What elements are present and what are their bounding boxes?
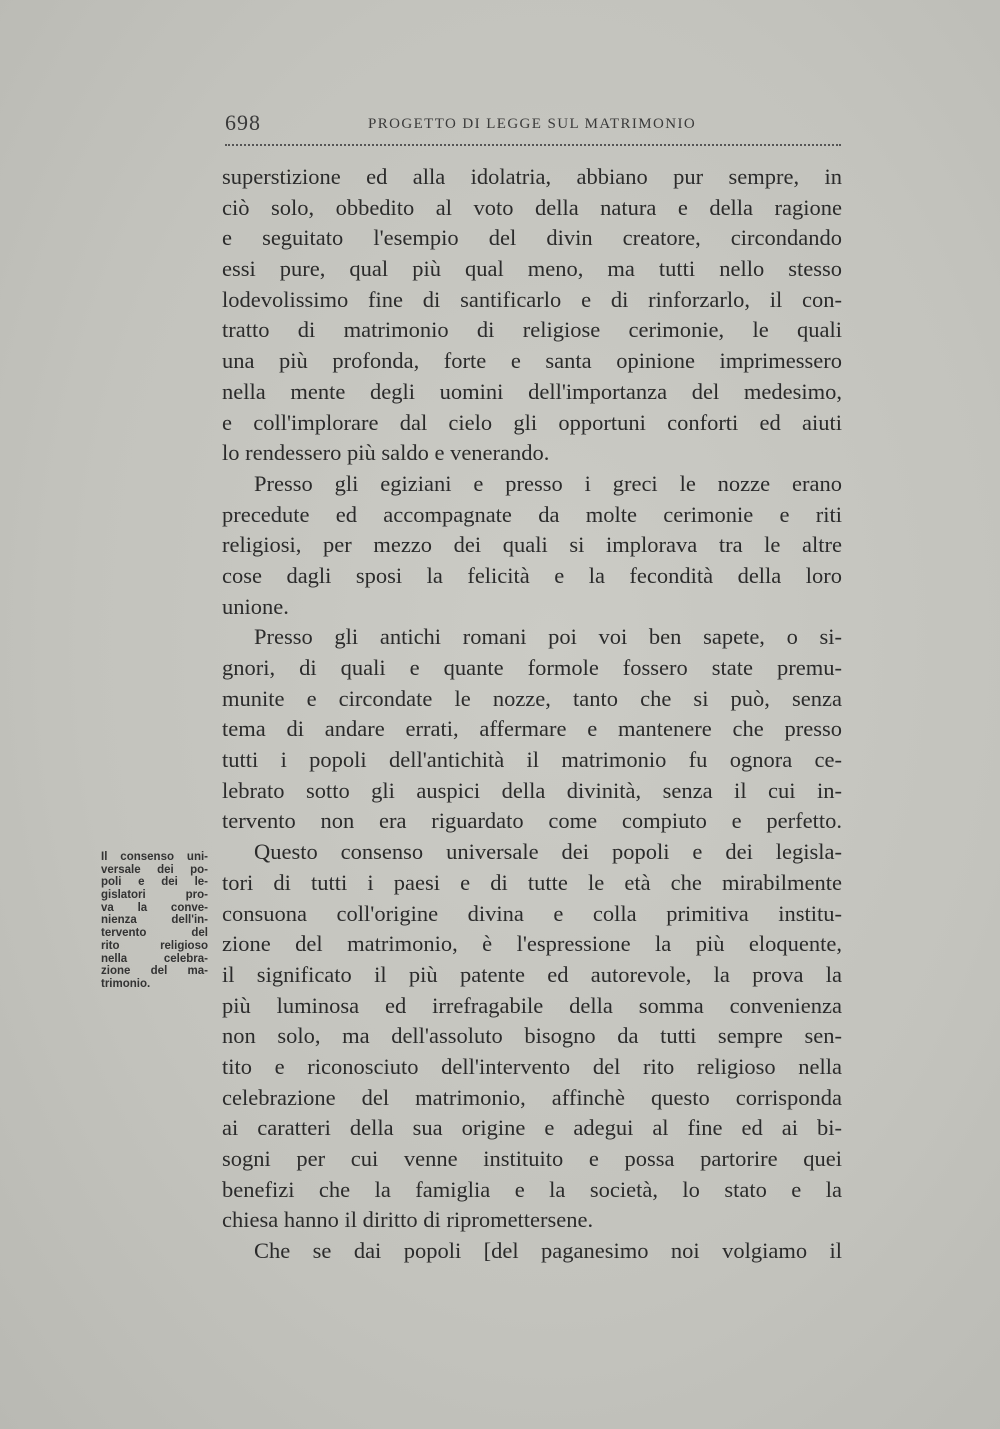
text-line: più luminosa ed irrefragabile della somma convenienza (222, 992, 842, 1018)
header-rule (225, 144, 841, 146)
text-line: Che se dai popoli [del paganesimo noi volgiamo il (254, 1238, 842, 1264)
text-line: essi pure, qual più qual meno, ma tutti nello stesso (222, 256, 842, 282)
marginal-note-line: gislatori pro- (101, 889, 208, 902)
page-header (225, 106, 841, 146)
text-line: unione. (222, 593, 289, 619)
text-line: celebrazione del matrimonio, affinchè questo corrisponda (222, 1084, 842, 1110)
text-line: il significato il più patente ed autorevole, la prova la (222, 961, 842, 987)
text-line: e seguitato l'esempio del divin creatore, circondando (222, 225, 842, 251)
text-line: sogni per cui venne instituito e possa partorire quei (222, 1146, 842, 1171)
text-line: ai caratteri della sua origine e adegui al fine ed ai bi- (222, 1115, 842, 1141)
marginal-note-line: va la conve- (101, 901, 208, 914)
text-line: una più profonda, forte e santa opinione imprimessero (222, 348, 842, 374)
marginal-note-line: versale dei po- (101, 863, 208, 876)
marginal-note-line: tervento del (101, 927, 208, 940)
text-line: tema di andare errati, affermare e mantenere che presso (222, 716, 842, 742)
marginal-note-line: poli e dei le- (101, 876, 208, 889)
text-line: non solo, ma dell'assoluto bisogno da tutti sempre sen- (222, 1023, 842, 1049)
marginal-note (101, 851, 208, 991)
text-line: gnori, di quali e quante formole fossero state premu- (222, 655, 842, 680)
marginal-note-line: rito religioso (101, 939, 208, 952)
text-line: ciò solo, obbedito al voto della natura e della ragione (222, 194, 842, 220)
text-line: tito e riconosciuto dell'intervento del rito religioso nella (222, 1053, 842, 1079)
page-number: 698 (225, 110, 261, 135)
text-line: consuona coll'origine divina e colla primitiva institu- (222, 900, 842, 926)
text-line: precedute ed accompagnate da molte cerimonie e riti (222, 501, 842, 527)
text-line: tratto di matrimonio di religiose cerimonie, le quali (222, 317, 842, 343)
text-line: religiosi, per mezzo dei quali si implorava tra le altre (222, 532, 842, 558)
text-line: nella mente degli uomini dell'importanza del medesimo, (222, 378, 842, 404)
text-line: lodevolissimo fine di santificarlo e di rinforzarlo, il con- (222, 286, 842, 312)
text-line: benefizi che la famiglia e la società, lo stato e la (222, 1176, 842, 1202)
marginal-note-line: nella celebra- (101, 952, 208, 965)
marginal-note-line: trimonio. (101, 977, 151, 990)
body-text (222, 162, 842, 1267)
text-line: tori di tutti i paesi e di tutte le età che mirabilmente (222, 869, 842, 895)
marginal-note-line: nienza dell'in- (101, 914, 208, 927)
marginal-note-line: Il consenso uni- (101, 851, 208, 863)
text-line: tervento non era riguardato come compiuto e perfetto. (222, 808, 842, 834)
text-line: Presso gli antichi romani poi voi ben sapete, o si- (254, 624, 842, 650)
text-line: superstizione ed alla idolatria, abbiano pur sempre, in (222, 164, 842, 189)
marginal-note-line: zione del ma- (101, 965, 208, 978)
text-line: chiesa hanno il diritto di ripromettersene. (222, 1207, 594, 1233)
text-line: zione del matrimonio, è l'espressione la più eloquente, (222, 931, 842, 957)
text-line: tutti i popoli dell'antichità il matrimonio fu ognora ce- (222, 747, 842, 773)
text-line: lo rendessero più saldo e venerando. (222, 440, 550, 466)
running-head: PROGETTO DI LEGGE SUL MATRIMONIO (368, 116, 697, 132)
text-line: Questo consenso universale dei popoli e dei legisla- (254, 839, 842, 865)
text-line: munite e circondate le nozze, tanto che si può, senza (222, 685, 842, 711)
text-line: Presso gli egiziani e presso i greci le nozze erano (254, 470, 842, 496)
text-line: cose dagli sposi la felicità e la fecondità della loro (222, 562, 842, 588)
text-line: lebrato sotto gli auspici della divinità, senza il cui in- (222, 777, 842, 803)
text-line: e coll'implorare dal cielo gli opportuni conforti ed aiuti (222, 409, 842, 435)
